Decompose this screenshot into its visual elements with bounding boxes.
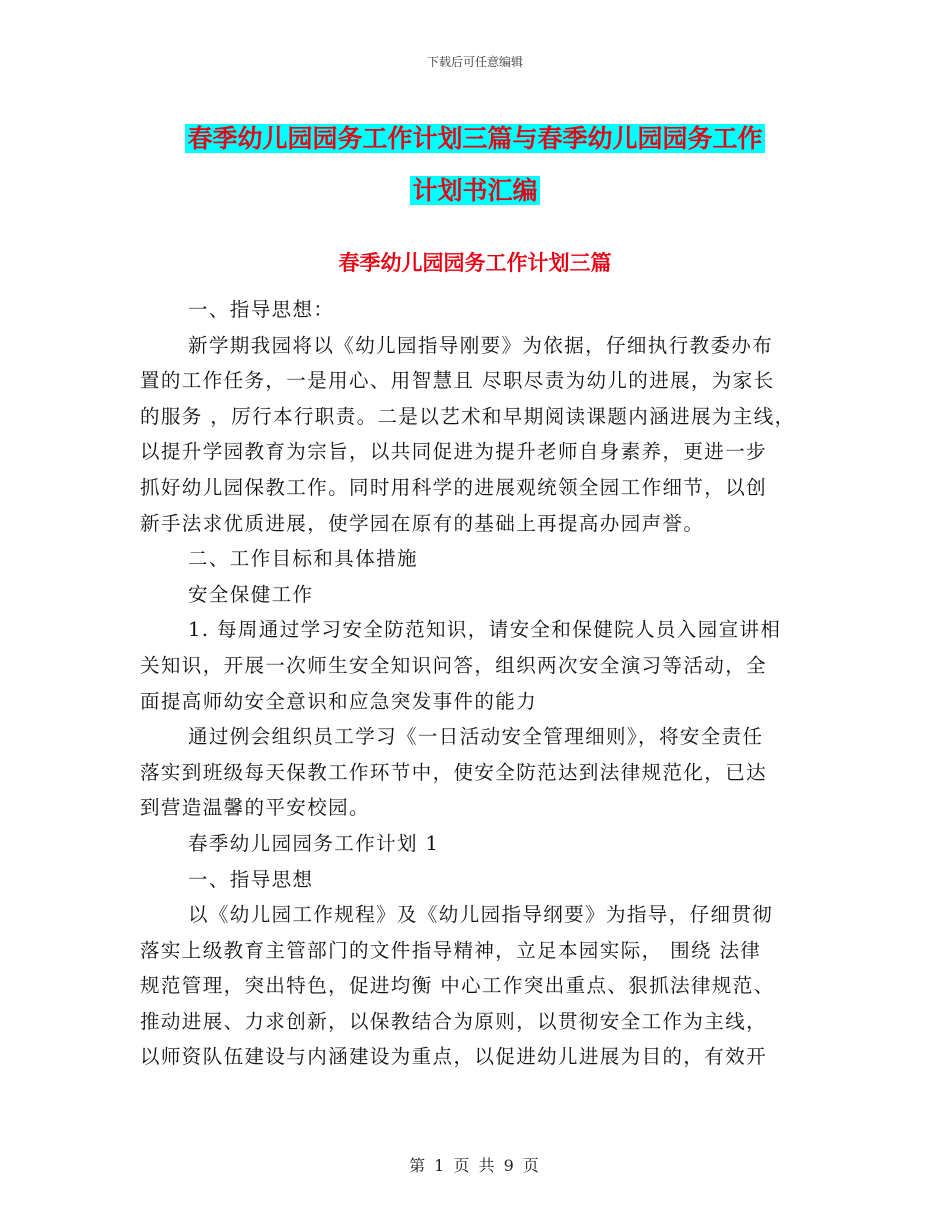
body-line: 落实到班级每天保教工作环节中，使安全防范达到法律规范化，已达 — [140, 760, 768, 784]
document-title — [0, 113, 950, 217]
body-line: 春季幼儿园园务工作计划 1 — [188, 831, 440, 855]
body-line: 到营造温馨的平安校园。 — [140, 796, 370, 820]
body-line: 以《幼儿园工作规程》及《幼儿园指导纲要》为指导，仔细贯彻 — [188, 903, 774, 927]
body-line: 面提高师幼安全意识和应急突发事件的能力 — [140, 689, 538, 713]
body-line: 以提升学园教育为宗旨，以共同促进为提升老师自身素养，更进一步 — [140, 440, 768, 464]
body-line: 二、工作目标和具体措施 — [188, 547, 418, 571]
body-line: 一、指导思想： — [188, 298, 335, 321]
body-line: 抓好幼儿园保教工作。同时用科学的进展观统领全园工作细节，以创 — [140, 475, 768, 499]
body-line: 一、指导思想 — [188, 867, 314, 891]
body-text — [140, 292, 820, 1075]
document-title-line-1: 春季幼儿园园务工作计划三篇与春季幼儿园园务工作 — [187, 124, 763, 153]
body-line: 置的工作任务，一是用心、用智慧且 尽职尽责为幼儿的进展，为家长 — [140, 369, 775, 393]
body-line: 关知识，开展一次师生安全知识问答，组织两次安全演习等活动，全 — [140, 653, 768, 677]
body-line: 推动进展、力求创新，以保教结合为原则，以贯彻安全工作为主线， — [140, 1009, 768, 1033]
body-line: 落实上级教育主管部门的文件指导精神，立足本园实际， 围绕 法律 — [140, 938, 762, 962]
body-line: 新学期我园将以《幼儿园指导刚要》为依据，仔细执行教委办布 — [188, 333, 774, 357]
body-line: 安全保健工作 — [188, 582, 314, 606]
body-line: 1. 每周通过学习安全防范知识，请安全和保健院人员入园宣讲相 — [188, 618, 782, 642]
body-line: 新手法求优质进展，使学园在原有的基础上再提高办园声誉。 — [140, 511, 705, 535]
body-line: 通过例会组织员工学习《一日活动安全管理细则》，将安全责任 — [188, 725, 764, 749]
page-footer: 第 1 页 共 9 页 — [409, 1156, 541, 1175]
body-line: 规范管理，突出特色，促进均衡 中心工作突出重点、狠抓法律规范、 — [140, 974, 775, 998]
document-title-line-2: 计划书汇编 — [412, 176, 538, 205]
section-title: 春季幼儿园园务工作计划三篇 — [338, 250, 612, 275]
body-line: 的服务 ，厉行本行职责。二是以艺术和早期阅读课题内涵进展为主线， — [140, 404, 796, 428]
page-header-note: 下载后可任意编辑 — [426, 55, 523, 69]
body-line: 以师资队伍建设与内涵建设为重点，以促进幼儿进展为目的，有效开 — [140, 1045, 768, 1069]
